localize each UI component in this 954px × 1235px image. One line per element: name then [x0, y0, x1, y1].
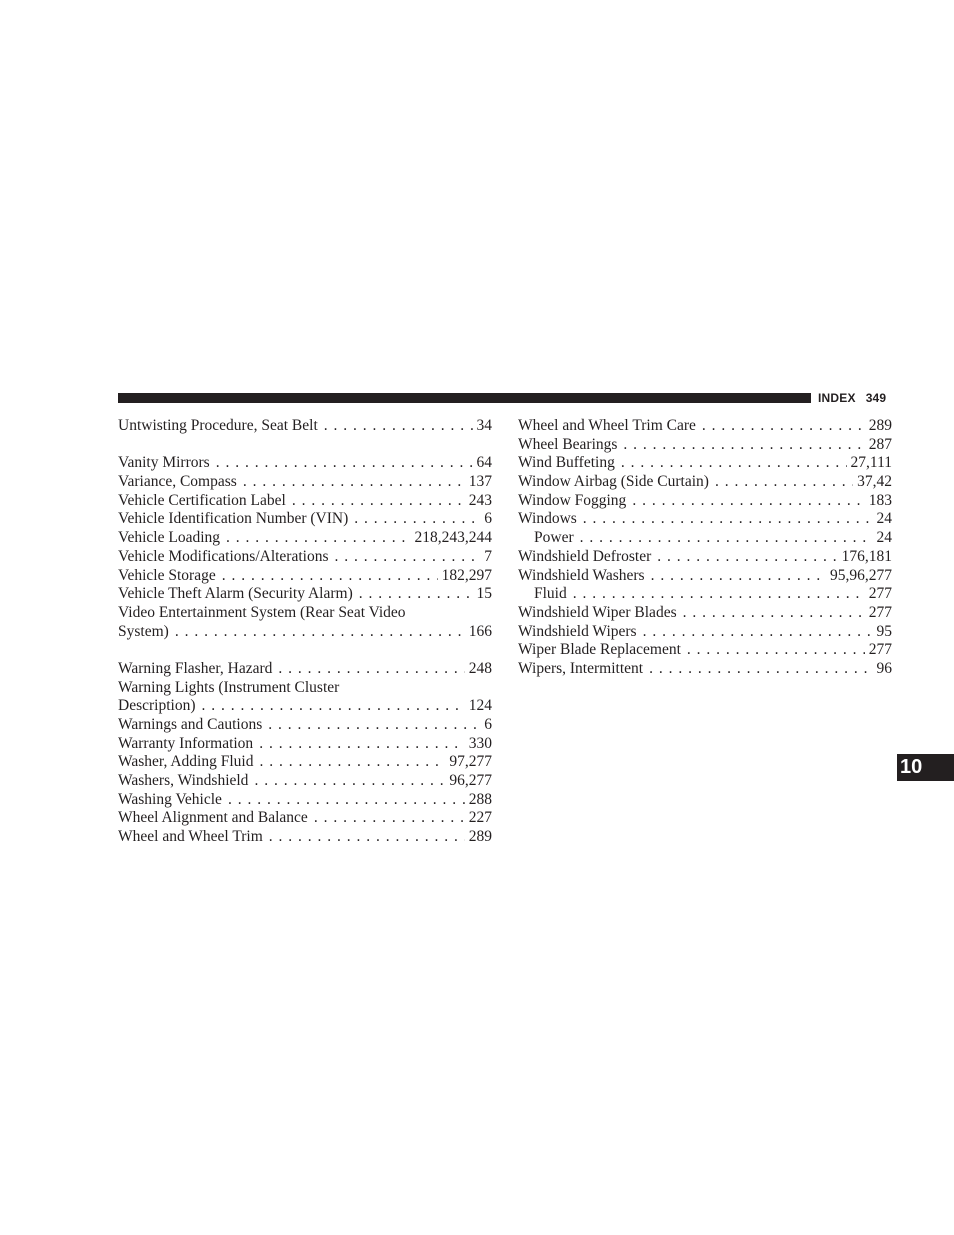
index-term: Wheel Alignment and Balance [118, 809, 308, 827]
index-pages: 95,96,277 [830, 566, 892, 584]
index-entry [518, 641, 892, 660]
index-entry [518, 417, 892, 436]
index-entry [518, 604, 892, 623]
index-term: Wheel Bearings [518, 435, 618, 453]
header-section-label: INDEX [818, 391, 856, 405]
index-pages: 96,277 [449, 772, 492, 790]
index-term: Wiper Blade Replacement [518, 641, 681, 659]
index-entry [518, 623, 892, 642]
index-entry [118, 473, 492, 492]
chapter-tab: 10 [897, 754, 954, 781]
leader-dots [649, 660, 872, 679]
index-column-left [118, 417, 492, 847]
index-pages: 182,297 [441, 566, 492, 584]
index-pages: 97,277 [449, 753, 492, 771]
index-term: Wheel and Wheel Trim [118, 828, 263, 846]
index-term: Windows [518, 510, 577, 528]
index-pages: 6 [484, 510, 492, 528]
leader-dots [254, 772, 445, 791]
index-entry [518, 473, 892, 492]
index-pages: 183 [868, 491, 892, 509]
index-term: Vehicle Storage [118, 566, 216, 584]
leader-dots [201, 697, 464, 716]
index-entry [118, 716, 492, 735]
leader-dots [573, 585, 865, 604]
index-entry [518, 660, 892, 679]
index-term: Untwisting Procedure, Seat Belt [118, 417, 318, 434]
index-pages: 277 [868, 641, 892, 659]
index-subentry [518, 585, 892, 604]
index-term: Description) [118, 697, 196, 715]
index-entry [518, 492, 892, 511]
index-pages: 34 [476, 417, 492, 434]
leader-dots [580, 529, 873, 548]
index-term: Vehicle Loading [118, 529, 221, 547]
index-pages: 288 [468, 790, 492, 808]
index-entry [118, 567, 492, 586]
index-pages: 7 [484, 547, 492, 565]
index-term: Variance, Compass [118, 473, 237, 491]
index-term: Vehicle Theft Alarm (Security Alarm) [118, 585, 353, 603]
index-entry [118, 735, 492, 754]
index-term: Vehicle Certification Label [118, 491, 286, 509]
leader-dots [259, 753, 445, 772]
index-entry [118, 828, 492, 847]
index-entry [118, 548, 492, 567]
index-column-right [518, 417, 892, 679]
index-entry [118, 623, 492, 642]
index-entry [518, 567, 892, 586]
index-term: Windshield Washers [518, 566, 645, 584]
header-page-number: 349 [865, 391, 887, 405]
index-entry [118, 809, 492, 828]
index-term: Windshield Wipers [518, 622, 637, 640]
index-term: Vanity Mirrors [118, 454, 210, 472]
leader-dots [268, 716, 480, 735]
index-pages: 15 [476, 585, 492, 603]
leader-dots [324, 417, 473, 436]
index-entry [518, 548, 892, 567]
index-pages: 227 [468, 809, 492, 827]
leader-dots [702, 417, 865, 436]
index-pages: 166 [468, 622, 492, 640]
index-pages: 277 [868, 585, 892, 603]
index-pages: 24 [876, 510, 892, 528]
section-gap [118, 641, 492, 660]
leader-dots [583, 510, 873, 529]
leader-dots [715, 473, 853, 492]
index-pages: 289 [868, 417, 892, 434]
index-entry [118, 791, 492, 810]
index-pages: 27,111 [850, 454, 892, 472]
leader-dots [243, 473, 465, 492]
index-pages: 218,243,244 [414, 529, 492, 547]
index-term-line: Video Entertainment System (Rear Seat Video [118, 603, 406, 621]
leader-dots [314, 809, 465, 828]
index-subentry [518, 529, 892, 548]
leader-dots [175, 623, 465, 642]
leader-dots [259, 735, 465, 754]
index-pages: 124 [468, 697, 492, 715]
index-pages: 6 [484, 716, 492, 733]
index-entry [118, 454, 492, 473]
index-pages: 37,42 [857, 473, 892, 491]
index-pages: 248 [468, 659, 492, 677]
index-term: System) [118, 622, 169, 640]
leader-dots [643, 623, 873, 642]
index-term: Fluid [534, 585, 567, 603]
index-term: Wipers, Intermittent [518, 659, 644, 677]
index-pages: 64 [476, 454, 492, 472]
leader-dots [683, 604, 865, 623]
leader-dots [359, 585, 473, 604]
index-entry [118, 697, 492, 716]
index-term: Wheel and Wheel Trim Care [518, 417, 696, 434]
index-entry [118, 660, 492, 679]
index-pages: 176,181 [841, 547, 892, 565]
leader-dots [335, 548, 481, 567]
leader-dots [623, 436, 864, 455]
index-term: Vehicle Modifications/Alterations [118, 547, 329, 565]
leader-dots [657, 548, 837, 567]
index-entry [118, 585, 492, 604]
index-entry [118, 492, 492, 511]
leader-dots [228, 791, 465, 810]
index-pages: 243 [468, 491, 492, 509]
index-pages: 95 [876, 622, 892, 640]
section-gap [118, 436, 492, 455]
index-term: Windshield Wiper Blades [518, 603, 677, 621]
leader-dots [278, 660, 464, 679]
index-term: Warning Flasher, Hazard [118, 659, 273, 677]
index-entry [518, 510, 892, 529]
index-entry [118, 510, 492, 529]
index-entry [118, 753, 492, 772]
leader-dots [226, 529, 410, 548]
index-term: Warnings and Cautions [118, 716, 263, 733]
leader-dots [269, 828, 465, 847]
index-pages: 137 [468, 473, 492, 491]
index-term: Warranty Information [118, 734, 254, 752]
index-entry [518, 436, 892, 455]
leader-dots [621, 454, 847, 473]
leader-dots [687, 641, 865, 660]
index-entry [118, 772, 492, 791]
index-term: Window Fogging [518, 491, 627, 509]
index-term: Vehicle Identification Number (VIN) [118, 510, 349, 528]
leader-dots [222, 567, 438, 586]
index-term: Power [534, 529, 574, 547]
running-header [818, 390, 886, 406]
index-entry [118, 417, 492, 436]
index-term: Washers, Windshield [118, 772, 249, 790]
index-term: Washing Vehicle [118, 790, 222, 808]
index-pages: 289 [468, 828, 492, 846]
index-pages: 96 [876, 659, 892, 677]
index-term: Washer, Adding Fluid [118, 753, 254, 771]
index-term: Windshield Defroster [518, 547, 652, 565]
index-entry [118, 529, 492, 548]
index-pages: 287 [868, 435, 892, 453]
leader-dots [354, 510, 480, 529]
leader-dots [292, 492, 465, 511]
index-term-line: Warning Lights (Instrument Cluster [118, 678, 340, 696]
index-pages: 24 [876, 529, 892, 547]
index-term: Wind Buffeting [518, 454, 615, 472]
header-rule [118, 393, 811, 403]
index-pages: 277 [868, 603, 892, 621]
index-pages: 330 [468, 734, 492, 752]
leader-dots [632, 492, 864, 511]
leader-dots [216, 454, 473, 473]
index-entry [518, 454, 892, 473]
leader-dots [651, 567, 826, 586]
index-term: Window Airbag (Side Curtain) [518, 473, 709, 491]
